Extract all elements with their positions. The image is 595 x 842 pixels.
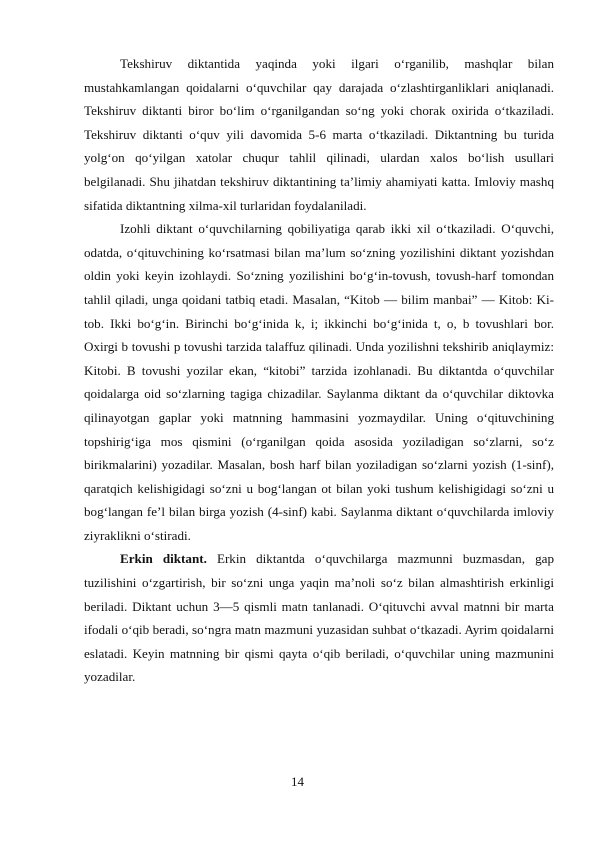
paragraph-text: Erkin diktantda o‘quvchilarga mazmunni buzmasdan, gap tuzilishini o‘zgartirish, bir so‘zni unga yaqin ma’noli so‘z bilan almashtirish erkinligi beriladi. Diktant uchun 3—5 qismli matn tanlanadi. O‘qituvchi avval matnni bir marta ifodali o‘qib beradi, so‘ngra matn mazmuni yuzasidan suhbat o‘tkazadi. Ayrim qoidalarni eslatadi. Keyin matnning bir qismi qayta o‘qib beriladi, o‘quvchilar uning mazmunini yozadilar. (84, 551, 554, 685)
document-body (84, 52, 554, 689)
paragraph-text: Izohli diktant o‘quvchilarning qobiliyatiga qarab ikki xil o‘tkaziladi. O‘quvchi, odatda, o‘qituvchining ko‘rsatmasi bilan ma’lum so‘zning yozilishini diktant yozishdan oldin yoki keyin izohlaydi. So‘zning yozilishini bo‘g‘in-tovush, tovush-harf tomondan tahlil qiladi, unga qoidani tatbiq etadi. Masalan, “Kitob — bilim manbai” — Kitob: Ki-tob. Ikki bo‘g‘in. Birinchi bo‘g‘inida k, i; ikkinchi bo‘g‘inida t, o, b tovushlari bor. Oxirgi b tovushi p tovushi tarzida talaffuz qilinadi. Unda yozilishni tekshirib aniqlaymiz: Kitobi. B tovushi yozilar ekan, “kitobi” tarzida izohlanadi. Bu diktantda o‘quvchilar qoidalarga oid so‘zlarning tagiga chizadilar. Saylanma diktant da o‘quvchilar diktovka qilinayotgan gaplar yoki matnning hammasini yozmaydilar. Uning o‘qituvchining topshirig‘iga mos qismini (o‘rganilgan qoida asosida yoziladigan so‘zlarni, so‘z birikmalarini) yozadilar. Masalan, bosh harf bilan yoziladigan so‘zlarni yozish (1-sinf), qaratqich kelishigidagi so‘zni u bog‘langan ot bilan yoki tushum kelishigidagi so‘zni u bog‘langan fe’l bilan birga yozish (4-sinf) kabi. Saylanma diktant o‘quvchilarda imloviy ziyraklikni o‘stiradi. (84, 221, 554, 543)
paragraph-heading: Erkin diktant. (120, 551, 207, 567)
paragraph-text: Tekshiruv diktantida yaqinda yoki ilgari o‘rganilib, mashqlar bilan mustahkamlangan qoidalarni o‘quvchilar qay darajada o‘zlashtirganliklari aniqlanadi. Tekshiruv diktanti biror bo‘lim o‘rganilgandan so‘ng yoki chorak oxirida o‘tkaziladi. Tekshiruv diktanti o‘quv yili davomida 5-6 marta o‘tkaziladi. Diktantning bu turida yolg‘on qo‘yilgan xatolar chuqur tahlil qilinadi, ulardan xalos bo‘lish usullari belgilanadi. Shu jihatdan tekshiruv diktantining ta’limiy ahamiyati katta. Imloviy mashq sifatida diktantning xilma-xil turlaridan foydalaniladi. (84, 56, 554, 213)
page-number: 14 (291, 774, 304, 789)
paragraph-izohli-diktant (84, 217, 554, 547)
paragraph-erkin-diktant (84, 547, 554, 689)
paragraph-tekshiruv-diktanti (84, 52, 554, 217)
